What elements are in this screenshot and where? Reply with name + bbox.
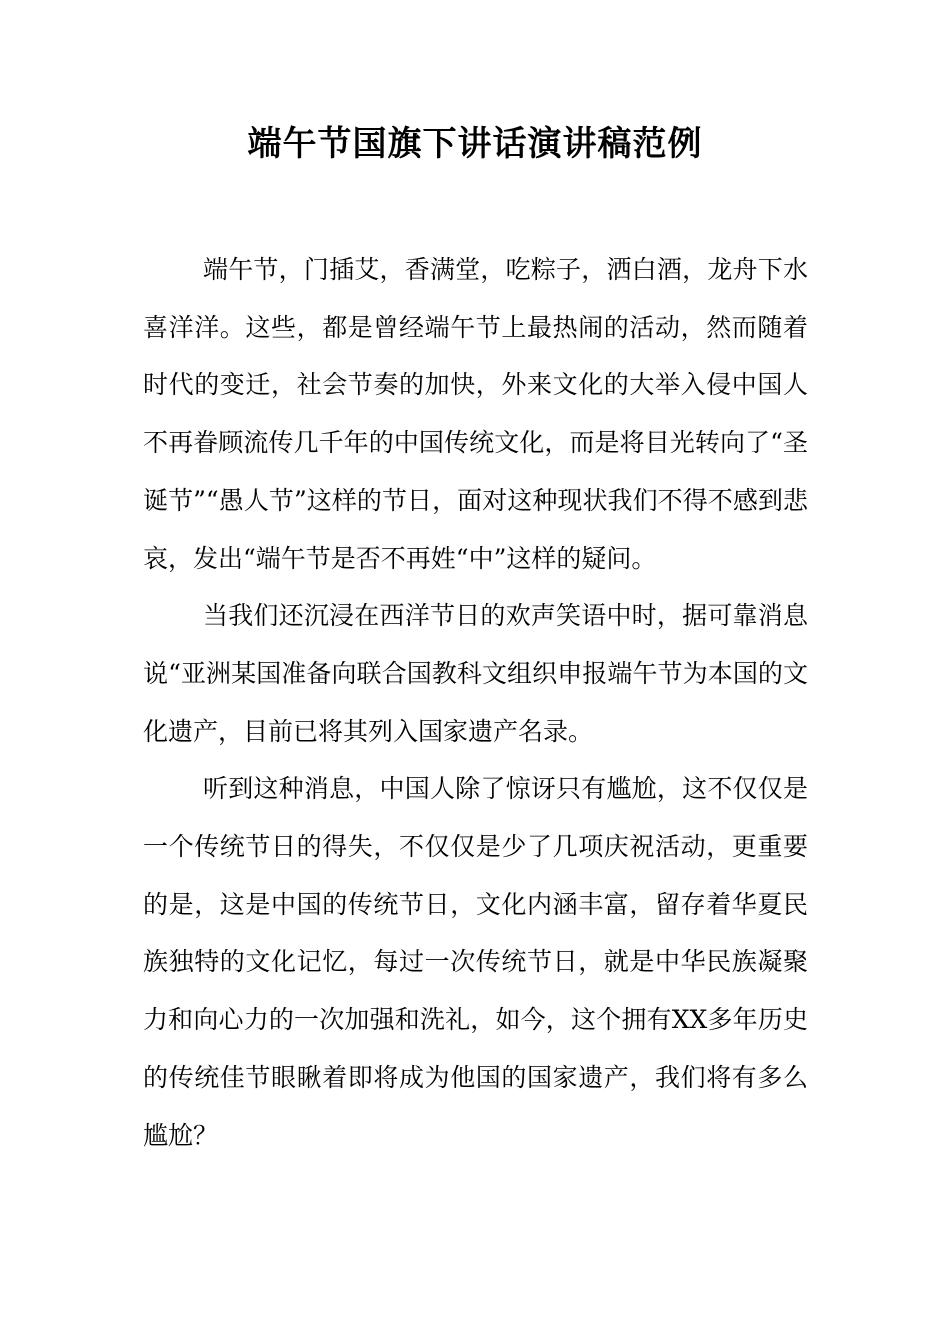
- document-body: [143, 241, 808, 1164]
- document-title: 端午节国旗下讲话演讲稿范例: [247, 124, 703, 164]
- paragraph-2: 当我们还沉浸在西洋节日的欢声笑语中时，据可靠消息说“亚洲某国准备向联合国教科文组织申报端午节为本国的文化遗产，目前已将其列入国家遗产名录。: [143, 601, 808, 746]
- paragraph-1: 端午节，门插艾，香满堂，吃粽子，洒白酒，龙舟下水喜洋洋。这些，都是曾经端午节上最热闹的活动，然而随着时代的变迁，社会节奏的加快，外来文化的大举入侵中国人不再眷顾流传几千年的中国传统文化，而是将目光转向了“圣诞节”“愚人节”这样的节日，面对这种现状我们不得不感到悲哀，发出“端午节是否不再姓“中”这样的疑问。: [143, 255, 808, 573]
- paragraph-3: 听到这种消息，中国人除了惊讶只有尴尬，这不仅仅是一个传统节日的得失，不仅仅是少了几项庆祝活动，更重要的是，这是中国的传统节日，文化内涵丰富，留存着华夏民族独特的文化记忆，每过一次传统节日，就是中华民族凝聚力和向心力的一次加强和洗礼，如今，这个拥有XX多年历史的传统佳节眼瞅着即将成为他国的国家遗产，我们将有多么尴尬？: [143, 774, 808, 1150]
